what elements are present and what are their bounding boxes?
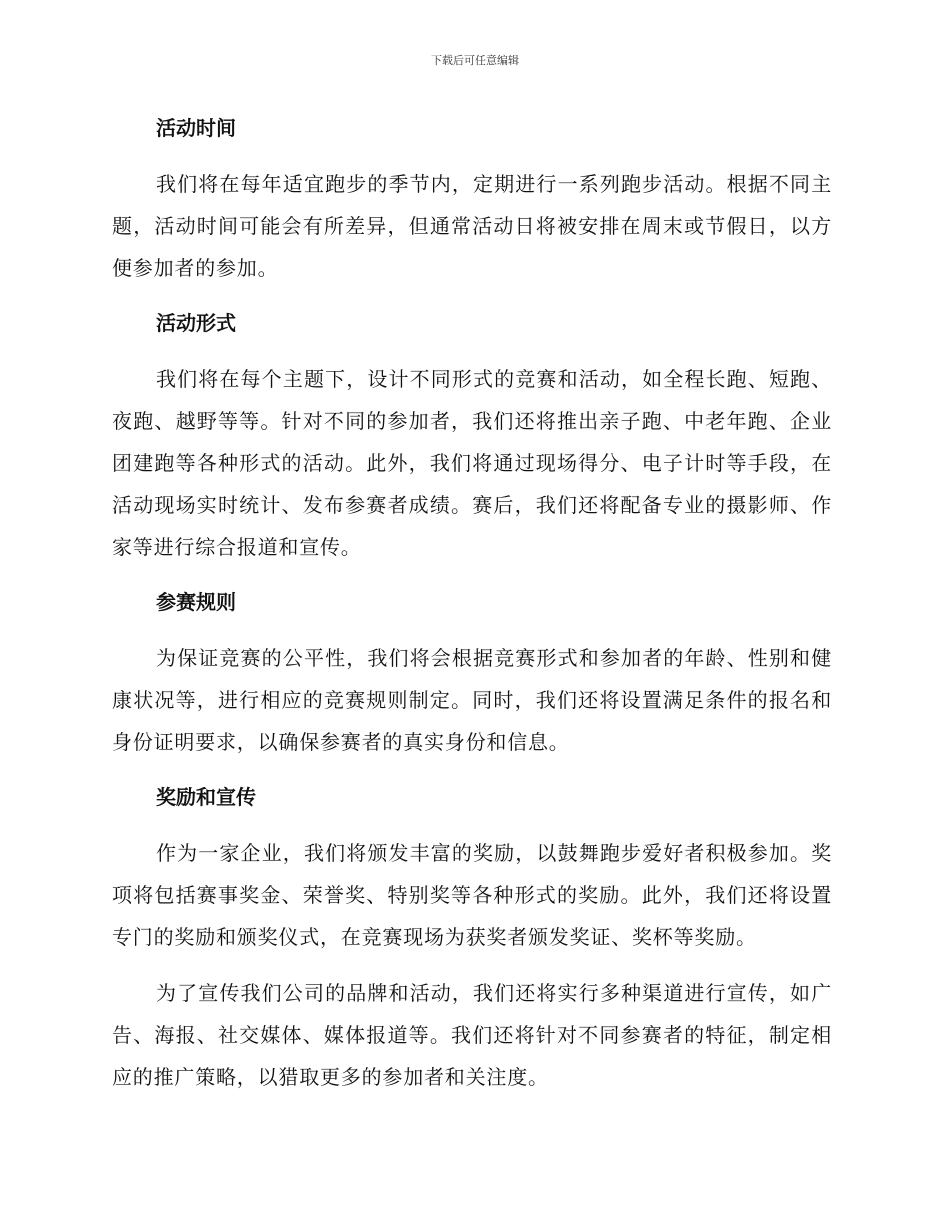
paragraph-promotion: 为了宣传我们公司的品牌和活动，我们还将实行多种渠道进行宣传，如广告、海报、社交媒体、媒体报道等。我们还将针对不同参赛者的特征，制定相应的推广策略，以猎取更多的参加者和关注度。	[112, 981, 832, 1089]
document-body	[112, 108, 832, 1098]
section-heading-activity-format: 活动形式	[156, 311, 236, 335]
paragraph-awards: 作为一家企业，我们将颁发丰富的奖励，以鼓舞跑步爱好者积极参加。奖项将包括赛事奖金、荣誉奖、特别奖等各种形式的奖励。此外，我们还将设置专门的奖励和颁奖仪式，在竞赛现场为获奖者颁发奖证、奖杯等奖励。	[112, 841, 832, 949]
section-heading-activity-time: 活动时间	[156, 116, 236, 140]
paragraph-rules: 为保证竞赛的公平性，我们将会根据竞赛形式和参加者的年龄、性别和健康状况等，进行相应的竞赛规则制定。同时，我们还将设置满足条件的报名和身份证明要求，以确保参赛者的真实身份和信息。	[112, 646, 832, 754]
paragraph-activity-time: 我们将在每年适宜跑步的季节内，定期进行一系列跑步活动。根据不同主题，活动时间可能会有所差异，但通常活动日将被安排在周末或节假日，以方便参加者的参加。	[112, 172, 832, 280]
paragraph-activity-format: 我们将在每个主题下，设计不同形式的竞赛和活动，如全程长跑、短跑、夜跑、越野等等。针对不同的参加者，我们还将推出亲子跑、中老年跑、企业团建跑等各种形式的活动。此外，我们将通过现场得分、电子计时等手段，在活动现场实时统计、发布参赛者成绩。赛后，我们还将配备专业的摄影师、作家等进行综合报道和宣传。	[112, 367, 832, 559]
section-heading-rules: 参赛规则	[156, 590, 236, 614]
section-heading-awards: 奖励和宣传	[156, 785, 256, 809]
page-header: 下载后可任意编辑	[431, 54, 519, 67]
